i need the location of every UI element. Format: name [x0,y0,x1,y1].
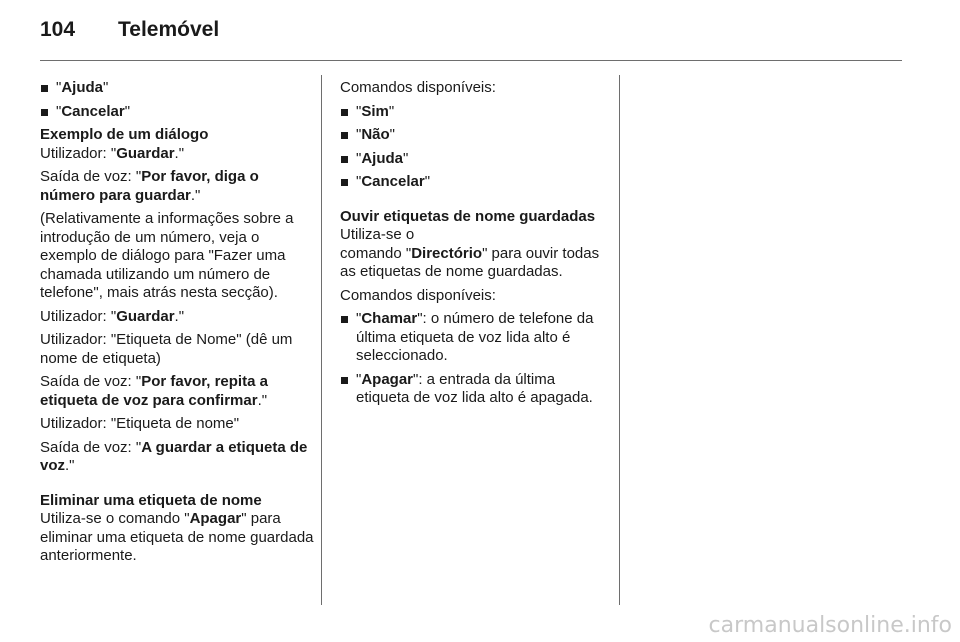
page-number: 104 [40,18,76,41]
column-divider-right [619,75,620,605]
list-item: "Ajuda" [40,79,315,98]
column-divider-left [321,75,322,605]
section-heading-delete-tag: Eliminar uma etiqueta de nome [40,491,262,509]
column-left [40,79,315,571]
bullet-icon [341,156,348,163]
page-header [40,18,219,42]
list-item: "Chamar": o número de telefone da última etiqueta de voz lida alto é seleccionado. [340,310,612,366]
paragraph: Utilizador: "Guardar." [40,144,185,162]
list-item: "Apagar": a entrada da última etiqueta de voz lida alto é apagada. [340,371,612,408]
bullet-icon [341,109,348,116]
section-heading-listen-tags: Ouvir etiquetas de nome guardadas [340,207,596,225]
list-item: "Cancelar" [340,173,612,192]
bullet-icon [341,179,348,186]
list-item: "Sim" [340,103,612,122]
list-item: "Cancelar" [40,103,315,122]
paragraph: Saída de voz: "Por favor, repita a etiqueta de voz para confirmar." [40,373,268,409]
paragraph: Utiliza-se o comando "Apagar" para eliminar uma etiqueta de nome guardada anteriormente. [40,510,314,564]
watermark: carmanualsonline.info [708,613,952,638]
paragraph-line: Utiliza-se o [340,226,415,243]
paragraph: Utilizador: "Guardar." [40,307,185,325]
bullet-icon [341,377,348,384]
column-middle [340,79,612,413]
paragraph: Utilizador: "Etiqueta de Nome" (dê um nome de etiqueta) [40,331,293,367]
paragraph: (Relativamente a informações sobre a introdução de um número, veja o exemplo de diálogo para "Fazer uma chamada utilizando um número de telefone", mais atrás nesta secção). [40,210,294,301]
page-title: Telemóvel [118,18,220,41]
bullet-icon [341,132,348,139]
bullet-icon [41,85,48,92]
section-heading-dialog-example: Exemplo de um diálogo [40,126,209,143]
list-item: "Não" [340,126,612,145]
paragraph: Saída de voz: "A guardar a etiqueta de voz." [40,438,308,474]
bullet-icon [341,316,348,323]
commands-label: Comandos disponíveis: [340,286,496,304]
paragraph: Saída de voz: "Por favor, diga o número para guardar." [40,168,259,204]
header-rule [40,60,902,61]
commands-label: Comandos disponíveis: [340,79,496,96]
paragraph: Utilizador: "Etiqueta de nome" [40,415,240,432]
list-item: "Ajuda" [340,150,612,169]
paragraph: comando "Directório" para ouvir todas as etiquetas de nome guardadas. [340,244,600,280]
bullet-icon [41,109,48,116]
